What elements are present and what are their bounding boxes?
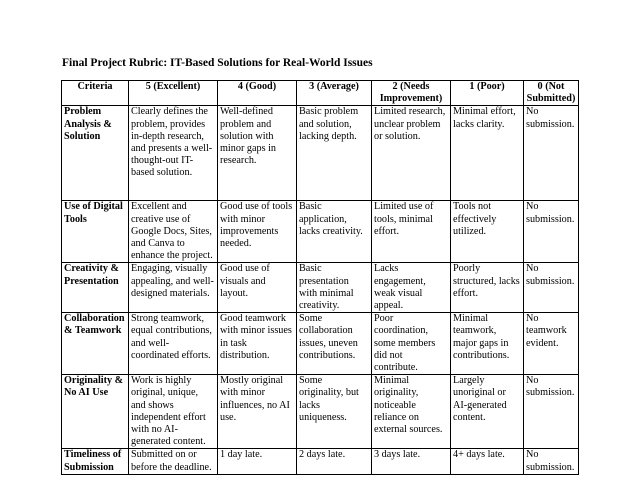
column-header-criteria: Criteria (62, 81, 129, 106)
table-cell: Poor coordination, some members did not contribute. (372, 313, 451, 375)
table-cell: No submission. (524, 263, 579, 313)
table-cell: Good teamwork with minor issues in task distribution. (218, 313, 297, 375)
table-cell: Limited use of tools, minimal effort. (372, 201, 451, 263)
table-cell: 1 day late. (218, 449, 297, 475)
table-cell: Some originality, but lacks uniqueness. (297, 375, 372, 449)
rubric-table (61, 80, 579, 475)
table-cell: No submission. (524, 106, 579, 201)
table-cell: Minimal effort, lacks clarity. (451, 106, 524, 201)
criteria-cell: Creativity & Presentation (62, 263, 129, 313)
table-cell: 2 days late. (297, 449, 372, 475)
table-cell: Minimal originality, noticeable reliance on external sources. (372, 375, 451, 449)
table-cell: Basic presentation with minimal creativity. (297, 263, 372, 313)
table-cell: Good use of visuals and layout. (218, 263, 297, 313)
table-row (62, 449, 579, 475)
table-cell: No submission. (524, 201, 579, 263)
column-header-poor: 1 (Poor) (451, 81, 524, 106)
table-cell: Poorly structured, lacks effort. (451, 263, 524, 313)
header-row (62, 81, 579, 106)
table-cell: Limited research, unclear problem or solution. (372, 106, 451, 201)
table-cell: 4+ days late. (451, 449, 524, 475)
table-cell: Well-defined problem and solution with minor gaps in research. (218, 106, 297, 201)
table-cell: No submission. (524, 449, 579, 475)
column-header-average: 3 (Average) (297, 81, 372, 106)
table-cell: Clearly defines the problem, provides in-depth research, and presents a well-thought-out IT-based solution. (129, 106, 218, 201)
table-cell: Basic problem and solution, lacking depth. (297, 106, 372, 201)
table-row (62, 263, 579, 313)
criteria-cell: Originality & No AI Use (62, 375, 129, 449)
table-cell: Tools not effectively utilized. (451, 201, 524, 263)
table-row (62, 201, 579, 263)
table-cell: Engaging, visually appealing, and well-designed materials. (129, 263, 218, 313)
criteria-cell: Timeliness of Submission (62, 449, 129, 475)
table-cell: Minimal teamwork, major gaps in contributions. (451, 313, 524, 375)
table-cell: Submitted on or before the deadline. (129, 449, 218, 475)
criteria-cell: Collaboration & Teamwork (62, 313, 129, 375)
table-cell: Work is highly original, unique, and shows independent effort with no AI-generated content. (129, 375, 218, 449)
table-cell: No teamwork evident. (524, 313, 579, 375)
table-row (62, 313, 579, 375)
column-header-excellent: 5 (Excellent) (129, 81, 218, 106)
column-header-good: 4 (Good) (218, 81, 297, 106)
table-cell: Largely unoriginal or AI-generated content. (451, 375, 524, 449)
criteria-cell: Use of Digital Tools (62, 201, 129, 263)
column-header-needs-improvement: 2 (Needs Improvement) (372, 81, 451, 106)
table-cell: Excellent and creative use of Google Docs, Sites, and Canva to enhance the project. (129, 201, 218, 263)
table-cell: Good use of tools with minor improvements needed. (218, 201, 297, 263)
table-cell: Some collaboration issues, uneven contributions. (297, 313, 372, 375)
criteria-cell: Problem Analysis & Solution (62, 106, 129, 201)
column-header-not-submitted: 0 (Not Submitted) (524, 81, 579, 106)
table-cell: Basic application, lacks creativity. (297, 201, 372, 263)
table-cell: Mostly original with minor influences, no AI use. (218, 375, 297, 449)
table-row (62, 106, 579, 201)
table-cell: Strong teamwork, equal contributions, and well-coordinated efforts. (129, 313, 218, 375)
table-row (62, 375, 579, 449)
table-cell: 3 days late. (372, 449, 451, 475)
table-cell: No submission. (524, 375, 579, 449)
table-cell: Lacks engagement, weak visual appeal. (372, 263, 451, 313)
document-title: Final Project Rubric: IT-Based Solutions for Real-World Issues (62, 57, 373, 69)
